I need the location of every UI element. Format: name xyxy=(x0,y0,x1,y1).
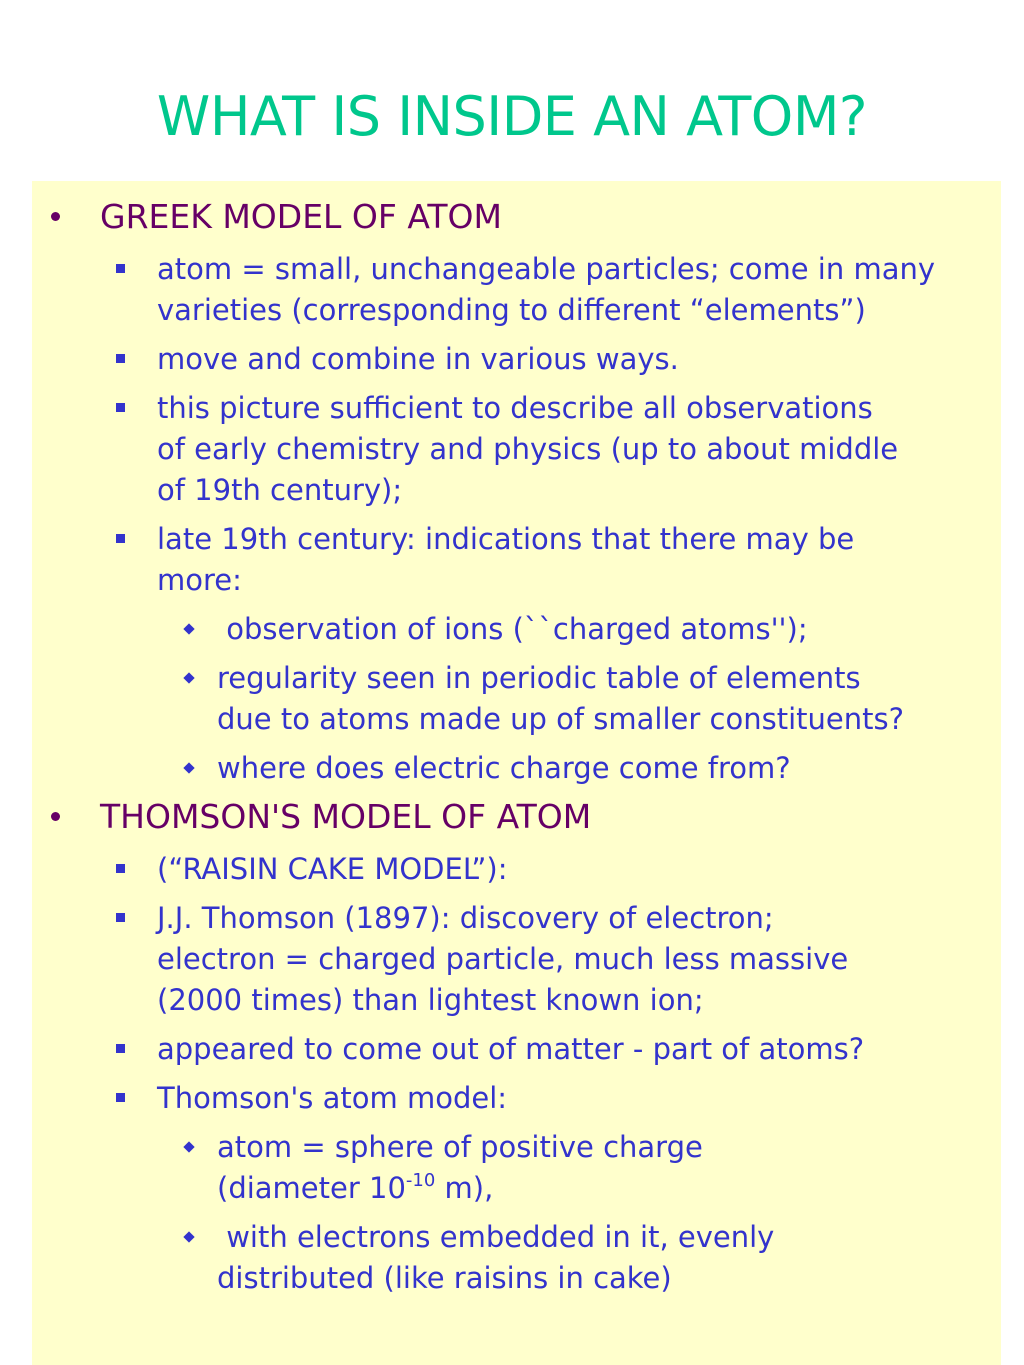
bullet-text-line: move and combine in various ways. xyxy=(157,342,679,376)
bullet-text-line: appeared to come out of matter - part of atoms? xyxy=(157,1032,865,1066)
square-bullet-icon xyxy=(116,864,125,873)
bullet-text-line: electron = charged particle, much less massive xyxy=(157,942,849,976)
list-item xyxy=(32,519,1001,601)
bullet-text-line: varieties (corresponding to different “elements”) xyxy=(157,293,866,327)
unit-text: m), xyxy=(435,1171,494,1205)
square-bullet-icon xyxy=(116,534,125,543)
sub-list-item xyxy=(32,609,1001,650)
list-item xyxy=(32,339,1001,380)
bullet-text-line: this picture sufficient to describe all observations xyxy=(157,391,873,425)
sub-bullet-text-line: distributed (like raisins in cake) xyxy=(217,1261,672,1295)
sub-bullet-text-line: with electrons embedded in it, evenly xyxy=(217,1220,775,1254)
bullet-text-line: of 19th century); xyxy=(157,473,403,507)
square-bullet-icon xyxy=(116,354,125,363)
thomson-model-heading xyxy=(32,796,1001,837)
sub-bullet-text-line: atom = sphere of positive charge xyxy=(217,1130,703,1164)
sub-list-item xyxy=(32,748,1001,789)
diamond-bullet-icon xyxy=(183,623,194,634)
list-item xyxy=(32,388,1001,511)
list-item xyxy=(32,249,1001,331)
exponent-text: -10 xyxy=(405,1170,436,1191)
greek-model-heading xyxy=(32,196,1001,237)
list-item xyxy=(32,849,1001,890)
diamond-bullet-icon xyxy=(183,1141,194,1152)
bullet-text-line: of early chemistry and physics (up to about middle xyxy=(157,432,899,466)
square-bullet-icon xyxy=(116,1093,125,1102)
sub-bullet-text-line: regularity seen in periodic table of elements xyxy=(217,661,861,695)
square-bullet-icon xyxy=(116,264,125,273)
list-item xyxy=(32,1029,1001,1070)
heading-text: THOMSON'S MODEL OF ATOM xyxy=(100,797,592,836)
sub-list-item xyxy=(32,1127,1001,1209)
diamond-bullet-icon xyxy=(183,762,194,773)
sub-list-item xyxy=(32,1217,1001,1299)
diamond-bullet-icon xyxy=(183,1231,194,1242)
sub-list-item xyxy=(32,658,1001,740)
round-bullet-icon xyxy=(51,212,60,221)
bullet-text-line: J.J. Thomson (1897): discovery of electron; xyxy=(157,901,774,935)
list-item xyxy=(32,1078,1001,1119)
list-item xyxy=(32,898,1001,1021)
bullet-text-line: late 19th century: indications that there may be xyxy=(157,522,855,556)
square-bullet-icon xyxy=(116,403,125,412)
thomson-model-section xyxy=(32,796,1001,1299)
heading-text: GREEK MODEL OF ATOM xyxy=(100,197,502,236)
sub-bullet-text-line: observation of ions (``charged atoms''); xyxy=(217,612,808,646)
greek-model-section xyxy=(32,196,1001,789)
bullet-text-line: more: xyxy=(157,563,242,597)
square-bullet-icon xyxy=(116,1044,125,1053)
square-bullet-icon xyxy=(116,913,125,922)
diameter-text: (diameter 10 xyxy=(217,1171,406,1205)
content-panel xyxy=(32,181,1001,1365)
sub-bullet-text-line: due to atoms made up of smaller constituents? xyxy=(217,702,904,736)
bullet-text-line: atom = small, unchangeable particles; come in many xyxy=(157,252,936,286)
slide-title: WHAT IS INSIDE AN ATOM? xyxy=(156,85,868,148)
diamond-bullet-icon xyxy=(183,672,194,683)
bullet-text-line: (“RAISIN CAKE MODEL”): xyxy=(157,852,508,886)
bullet-text-line: Thomson's atom model: xyxy=(157,1081,508,1115)
sub-bullet-text-line xyxy=(217,1168,981,1209)
round-bullet-icon xyxy=(51,812,60,821)
bullet-text-line: (2000 times) than lightest known ion; xyxy=(157,983,704,1017)
sub-bullet-text-line: where does electric charge come from? xyxy=(217,751,791,785)
